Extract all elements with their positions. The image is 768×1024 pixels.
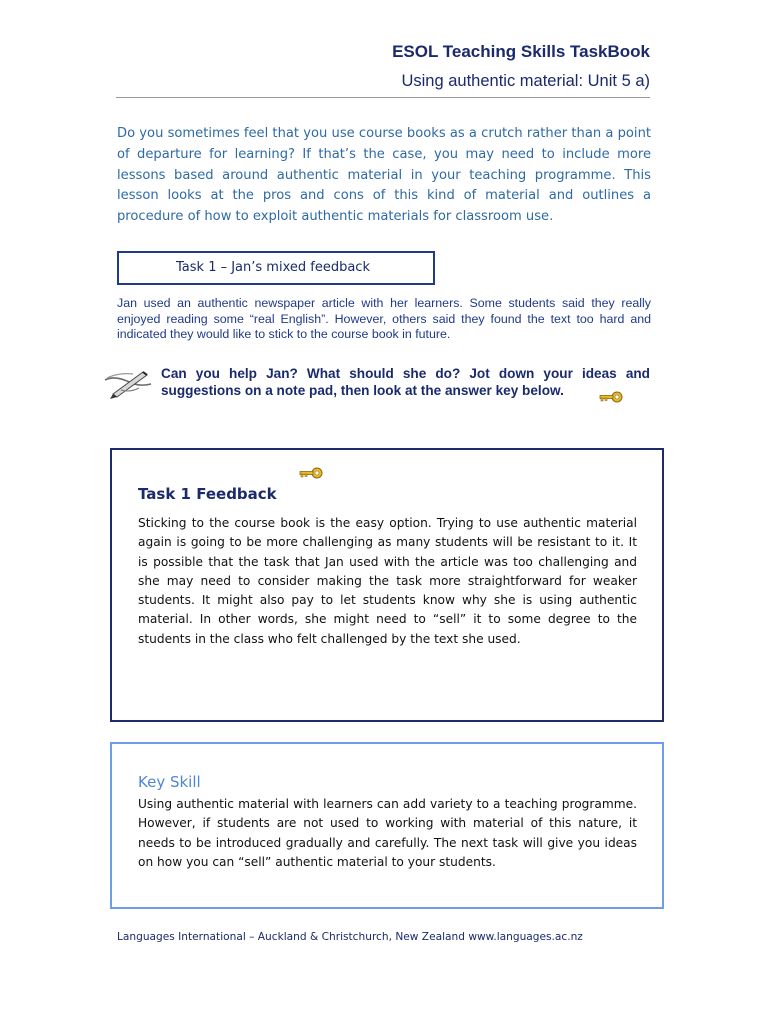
task1-description: Jan used an authentic newspaper article with her learners. Some students said they really enjoyed reading some “real English”. However, others said they found the text too hard and indicated they would like to stick to the course book in future.: [117, 296, 651, 341]
feedback-key-icon: [298, 466, 324, 480]
feedback-title: Task 1 Feedback: [138, 485, 277, 503]
key-skill-body: Using authentic material with learners can add variety to a teaching programme. However, if students are not used to working with material of this nature, it needs to be introduced gradually and carefully. The next task will give you ideas on how you can “sell” authentic material to your students.: [138, 797, 637, 869]
answer-key-icon: [598, 390, 624, 404]
footer-text: Languages International – Auckland & Christchurch, New Zealand www.languages.ac.nz: [117, 931, 583, 943]
header-divider: [116, 97, 650, 98]
intro-paragraph: Do you sometimes feel that you use course books as a crutch rather than a point of departure for learning? If that’s the case, you may need to include more lessons based around authentic material in your teaching programme. This lesson looks at the pros and cons of this kind of material and outlines a procedure of how to exploit authentic materials for classroom use.: [117, 126, 651, 225]
document-title: ESOL Teaching Skills TaskBook: [392, 42, 650, 61]
task1-question: Can you help Jan? What should she do? Jot down your ideas and suggestions on a note pad, then look at the answer key below.: [161, 366, 650, 398]
document-subtitle: Using authentic material: Unit 5 a): [401, 72, 650, 90]
pen-writing-icon: [103, 364, 155, 400]
key-skill-title: Key Skill: [138, 773, 201, 791]
feedback-body: Sticking to the course book is the easy option. Trying to use authentic material again is going to be more challenging as many students will be resistant to it. It is possible that the task that Jan used with the article was too challenging and she may need to consider making the task more straightforward for weaker students. It might also pay to let students know why she is using authentic material. In other words, she might need to “sell” it to some degree to the students in the class who felt challenged by the text she used.: [138, 516, 637, 646]
task1-heading-box: Task 1 – Jan’s mixed feedback: [117, 251, 435, 285]
